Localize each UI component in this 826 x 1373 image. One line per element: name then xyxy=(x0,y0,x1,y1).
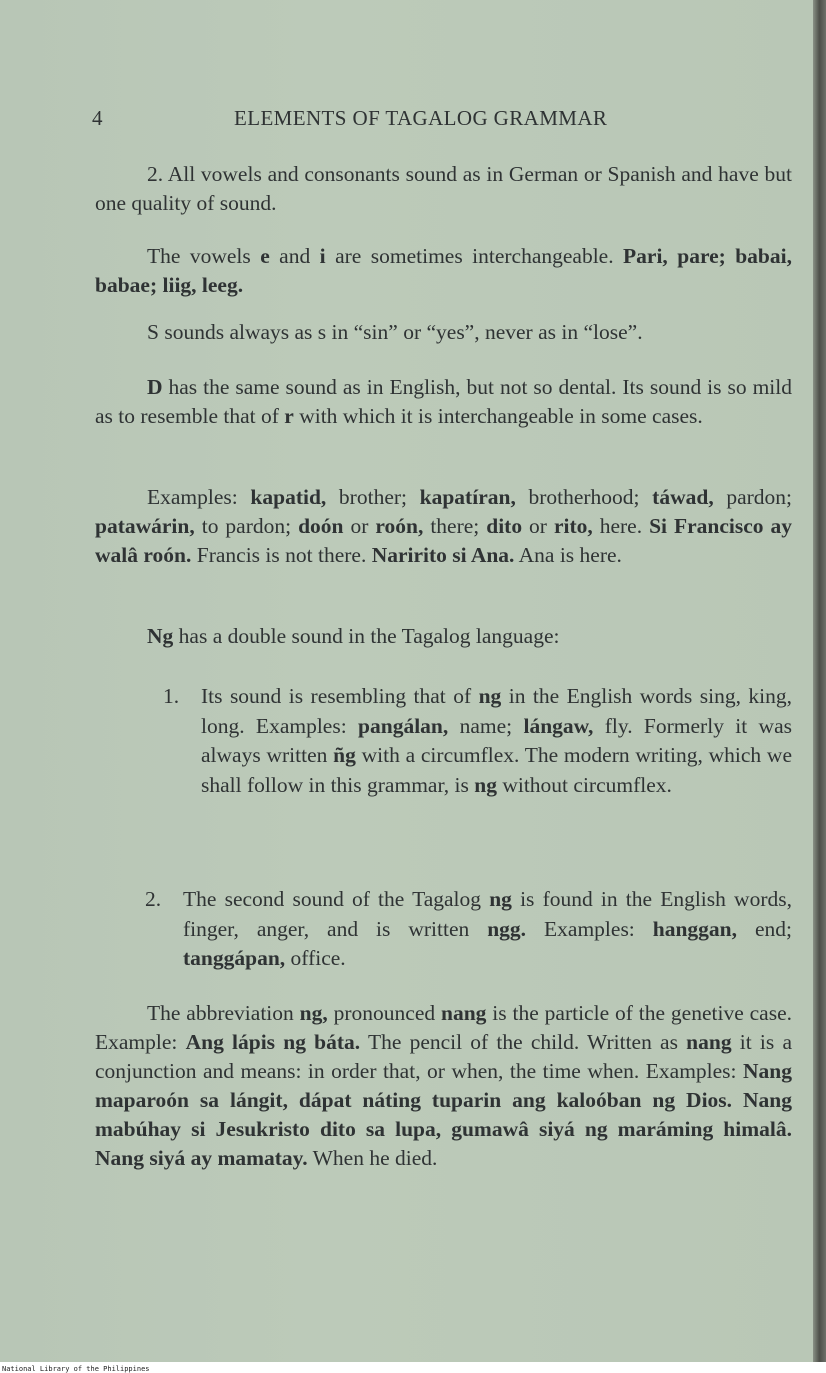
text-run: or xyxy=(522,514,554,538)
bold-term: r xyxy=(284,404,294,428)
text-run: is the particle of the genetive case. Example: xyxy=(95,1001,793,1054)
list-item-text xyxy=(183,885,792,974)
bold-term: Naririto si Ana. xyxy=(371,543,515,567)
bold-term: Nang maparoón sa lángit, dápat náting tuparin ang kaloóban ng Dios. Nang mabúhay si Jesukristo dito sa lupa, gumawâ siyá ng maráming himalâ. Nang siyá ay mamatay. xyxy=(95,1059,792,1170)
list-item-2 xyxy=(145,885,792,974)
bold-term: Ng xyxy=(147,624,174,648)
bold-term: tanggápan, xyxy=(183,946,286,970)
text-run: Examples: xyxy=(526,916,653,941)
bold-term: rito, xyxy=(553,514,593,538)
paragraph-text: 2. All vowels and consonants sound as in German or Spanish and have but one quality of sound. xyxy=(95,162,792,215)
text-run: with a circumflex. The modern writing, which we shall follow in this grammar, is xyxy=(201,743,792,797)
bold-term: ng xyxy=(478,684,502,708)
list-number: 2. xyxy=(145,887,162,911)
bold-term: D xyxy=(147,375,163,399)
text-run: pronounced xyxy=(327,1001,441,1025)
bold-term: lángaw, xyxy=(523,713,594,738)
bold-term: ng xyxy=(474,772,497,797)
text-run: office. xyxy=(285,946,346,970)
bold-term: hanggan, xyxy=(652,916,737,941)
text-run: brother; xyxy=(326,485,420,509)
paragraph-text xyxy=(95,242,792,300)
bold-term: Pari, pare; babai, babae; liig, leeg. xyxy=(95,244,792,297)
bold-term: Si Francisco ay walâ roón. xyxy=(95,514,792,567)
text-run: here. xyxy=(592,514,650,538)
library-footer: National Library of the Philippines xyxy=(2,1365,150,1373)
paragraph-abbreviation xyxy=(95,999,792,1173)
paragraph-d-sound xyxy=(95,373,792,431)
bold-term: nang xyxy=(441,1001,487,1025)
text-run: and xyxy=(269,244,320,268)
bold-term: táwad, xyxy=(652,485,714,509)
running-title: ELEMENTS OF TAGALOG GRAMMAR xyxy=(234,106,608,130)
bold-term: dito xyxy=(486,514,523,538)
bold-term: nang xyxy=(686,1030,732,1054)
text-run: brotherhood; xyxy=(515,485,653,509)
text-run: to pardon; xyxy=(194,514,299,538)
page-header xyxy=(92,106,792,136)
paragraph-s-sound xyxy=(95,318,792,347)
text-run: there; xyxy=(423,514,487,538)
text-run: with which it is interchangeable in some cases. xyxy=(293,404,703,428)
list-number: 1. xyxy=(163,684,180,708)
text-run: name; xyxy=(448,713,524,738)
paragraph-text xyxy=(95,318,792,347)
text-run: pardon; xyxy=(713,485,793,509)
text-run: is found in the English words, finger, anger, and is written xyxy=(183,887,792,941)
text-run: Francis is not there. xyxy=(191,543,372,567)
text-run: fly. Formerly it was always written xyxy=(201,713,792,767)
text-run: The abbreviation xyxy=(147,1001,300,1025)
list-item-text xyxy=(201,682,792,800)
paragraph-ng-sound xyxy=(95,622,792,651)
page-edge xyxy=(813,0,826,1362)
bold-term: ng xyxy=(489,887,512,911)
paragraph-text xyxy=(95,373,792,431)
text-run: When he died. xyxy=(307,1146,438,1170)
bold-term: patawárin, xyxy=(95,514,195,538)
bold-term: ñg xyxy=(333,743,356,767)
bold-term: doón xyxy=(298,514,344,538)
paragraph-text xyxy=(95,483,792,570)
text-run: S sounds always as s in “sin” or “yes”, never as in “lose”. xyxy=(147,320,643,344)
paragraph-interchangeable xyxy=(95,242,792,300)
list-item-1 xyxy=(163,682,792,800)
paragraph-vowels xyxy=(95,160,792,218)
text-run: The second sound of the Tagalog xyxy=(183,887,490,911)
text-run: Its sound is resembling that of xyxy=(201,684,479,708)
bold-term: roón, xyxy=(375,514,424,538)
bold-term: pangálan, xyxy=(358,713,449,738)
text-run: it is a conjunction and means: in order that, or when, the time when. Examples: xyxy=(95,1030,792,1083)
bold-term: e xyxy=(260,244,270,268)
text-run: has a double sound in the Tagalog language: xyxy=(173,624,560,648)
bold-term: Ang lápis ng báta. xyxy=(185,1030,361,1054)
text-run: has the same sound as in English, but not so dental. Its sound is so mild as to resemble that of xyxy=(95,375,792,428)
text-run: Examples: xyxy=(147,485,251,509)
text-run: The pencil of the child. Written as xyxy=(360,1030,687,1054)
text-run: or xyxy=(343,514,376,538)
text-run: in the English words sing, king, long. Examples: xyxy=(201,684,792,738)
page-number: 4 xyxy=(92,106,103,130)
bold-term: kapatíran, xyxy=(419,485,516,509)
text-run: Ana is here. xyxy=(514,543,622,567)
paragraph-examples xyxy=(95,483,792,570)
text-run: end; xyxy=(737,916,792,941)
bold-term: kapatid, xyxy=(250,485,327,509)
bold-term: i xyxy=(319,244,326,268)
paragraph-text xyxy=(95,999,792,1173)
text-run: without circumflex. xyxy=(496,772,672,797)
bold-term: ng, xyxy=(299,1001,328,1025)
paragraph-text xyxy=(95,622,792,651)
text-run: The vowels xyxy=(147,244,261,268)
bold-term: ngg. xyxy=(487,916,527,941)
text-run: are sometimes interchangeable. xyxy=(325,244,624,268)
